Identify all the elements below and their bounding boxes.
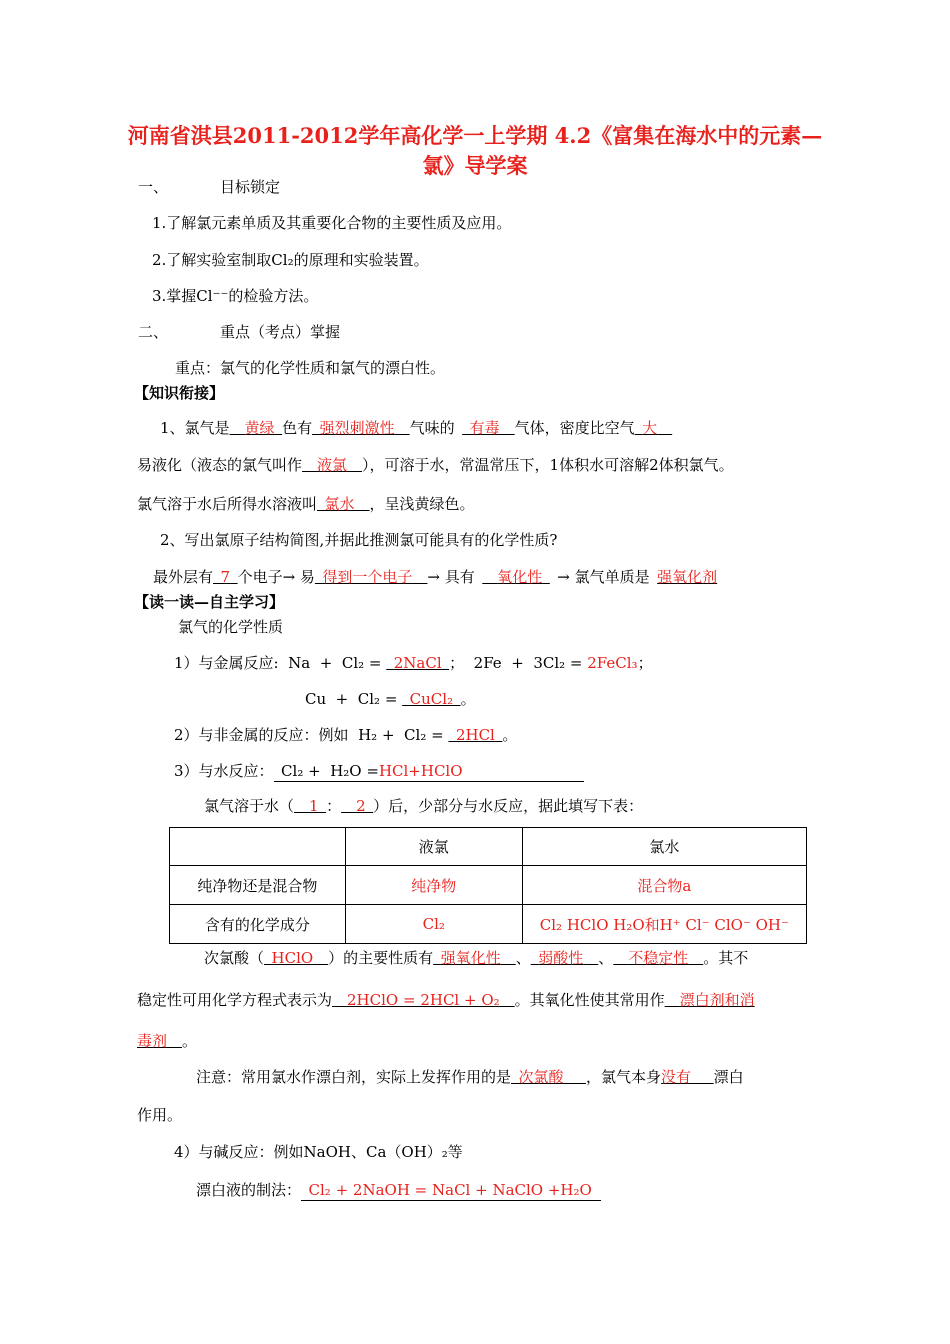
text: 色有	[282, 419, 313, 437]
reaction-nonmetal	[174, 725, 517, 745]
answer-blank: 氧化性	[497, 568, 543, 586]
table-cell: Cl₂	[345, 905, 522, 944]
text: 。其氧化性使其常用作	[514, 991, 665, 1009]
text: 气体，密度比空气	[514, 419, 635, 437]
text: 。	[502, 726, 518, 744]
text: 氯气溶于水后所得水溶液叫	[137, 495, 318, 513]
chem-properties-title: 氯气的化学性质	[178, 618, 284, 636]
text: ；	[637, 654, 653, 672]
table-cell: 纯净物	[345, 866, 522, 905]
answer-blank: 2	[356, 797, 366, 815]
answer-blank: 强氧化剂	[657, 568, 718, 586]
note-line1	[196, 1067, 744, 1087]
text: 漂白液的制法：	[196, 1181, 302, 1199]
text: Cu + Cl₂ =	[305, 690, 403, 708]
answer-blank: 7	[220, 568, 231, 586]
hclo-line1	[204, 948, 748, 968]
text: 、	[515, 949, 531, 967]
text: ）后，少部分与水反应，据此填写下表：	[373, 797, 644, 815]
question-one-line2	[137, 455, 734, 475]
table-header-row	[170, 828, 807, 866]
focus-text: 重点：氯气的化学性质和氯气的漂白性。	[175, 359, 446, 377]
question-two-answer	[153, 567, 717, 587]
answer-blank: 黄绿	[244, 419, 275, 437]
note-line2: 作用。	[137, 1106, 183, 1124]
goal-item: 1.了解氯元素单质及其重要化合物的主要性质及应用。	[152, 214, 512, 232]
answer-blank: 2HCl	[455, 726, 495, 744]
section-one-heading	[138, 177, 280, 197]
document-title: 河南省淇县2011-2012学年高化学一上学期 4.2《富集在海水中的元素—氯》导学案	[127, 123, 823, 178]
text: ，氯气本身	[586, 1068, 662, 1086]
text: ：	[326, 797, 342, 815]
table-row	[170, 905, 807, 944]
table-cell: 混合物a	[522, 866, 806, 905]
answer-text: Cl₂ + 2NaOH = NaCl + NaClO +H₂O	[308, 1181, 592, 1199]
text: 最外层有	[153, 568, 214, 586]
reaction-base: 4）与碱反应：例如NaOH、Ca（OH）₂等	[174, 1143, 463, 1161]
goal-item: 3.掌握Cl⁻⁻的检验方法。	[152, 287, 319, 305]
text: → 氯气单质是	[557, 568, 650, 586]
question-one-line3	[137, 494, 475, 514]
table-cell	[170, 828, 346, 866]
answer-blank: 弱酸性	[538, 949, 584, 967]
section-label: 重点（考点）掌握	[220, 323, 341, 341]
answer-text: 2FeCl₃	[587, 654, 638, 672]
answer-blank: 液氯	[317, 456, 348, 474]
dissolve-ratio	[204, 796, 643, 816]
text: 气味的	[409, 419, 455, 437]
knowledge-link-heading: 【知识衔接】	[134, 384, 225, 402]
text: 1、氯气是	[160, 419, 230, 437]
answer-blank: 毒剂	[137, 1032, 168, 1050]
answer-blank: 漂白剂和消	[679, 991, 755, 1009]
answer-blank: 没有	[661, 1068, 692, 1086]
text: 漂白	[713, 1068, 744, 1086]
text: ），可溶于水，常温常压下，1体积水可溶解2体积氯气。	[362, 456, 734, 474]
answer-blank: 2HClO = 2HCl + O₂	[347, 991, 500, 1009]
answer-blank: 强烈刺激性	[319, 419, 395, 437]
table-cell: 氯水	[522, 828, 806, 866]
text: → 具有	[427, 568, 475, 586]
answer-blank: 次氯酸	[518, 1068, 564, 1086]
section-number: 一、	[138, 178, 169, 196]
text: ，呈浅黄绿色。	[369, 495, 475, 513]
answer-blank: 有毒	[469, 419, 500, 437]
text: 。其不	[703, 949, 749, 967]
question-one-line1	[160, 418, 672, 438]
hclo-line3	[137, 1031, 197, 1051]
text: 1）与金属反应: Na + Cl₂ =	[174, 654, 387, 672]
question-two-text: 2、写出氯原子结构简图,并据此推测氯可能具有的化学性质?	[160, 531, 558, 549]
answer-blank: 大	[642, 419, 658, 437]
reaction-water	[174, 761, 584, 782]
text: 易液化（液态的氯气叫作	[137, 456, 303, 474]
comparison-table	[169, 827, 807, 944]
answer-blank: 强氧化性	[440, 949, 501, 967]
text: 、	[598, 949, 614, 967]
answer-blank: HClO	[271, 949, 314, 967]
answer-blank: 氯水	[324, 495, 355, 513]
text: 氯气溶于水（	[204, 797, 295, 815]
section-two-heading	[138, 322, 340, 342]
text: 稳定性可用化学方程式表示为	[137, 991, 333, 1009]
text: ）的主要性质有	[328, 949, 434, 967]
hclo-line2	[137, 990, 755, 1010]
reaction-metal-cu	[305, 689, 476, 709]
section-number: 二、	[138, 323, 169, 341]
answer-blank: 得到一个电子	[322, 568, 413, 586]
text: 次氯酸（	[204, 949, 265, 967]
self-study-heading: 【读一读—自主学习】	[134, 593, 285, 611]
text: 3）与水反应：	[174, 762, 274, 780]
answer-blank: 不稳定性	[628, 949, 689, 967]
answer-text: HCl+HClO	[378, 762, 463, 780]
text: Cl₂ + H₂O =	[281, 762, 379, 780]
table-cell: 含有的化学成分	[170, 905, 346, 944]
text: 。	[182, 1032, 198, 1050]
table-cell: 液氯	[345, 828, 522, 866]
table-cell: Cl₂ HClO H₂O和H⁺ Cl⁻ ClO⁻ OH⁻	[522, 905, 806, 944]
answer-blank: 1	[309, 797, 319, 815]
table-cell: 纯净物还是混合物	[170, 866, 346, 905]
answer-blank: 2NaCl	[393, 654, 442, 672]
text: 注意：常用氯水作漂白剂，实际上发挥作用的是	[196, 1068, 512, 1086]
goal-item: 2.了解实验室制取Cl₂的原理和实验装置。	[152, 251, 429, 269]
section-label: 目标锁定	[220, 178, 281, 196]
text: 。	[460, 690, 476, 708]
text: 个电子→ 易	[237, 568, 315, 586]
answer-blank: CuCl₂	[409, 690, 454, 708]
text: ； 2Fe + 3Cl₂ =	[449, 654, 588, 672]
text: 2）与非金属的反应：例如 H₂ + Cl₂ =	[174, 726, 449, 744]
reaction-metal	[174, 653, 653, 673]
bleach-preparation	[196, 1180, 601, 1201]
table-row	[170, 866, 807, 905]
